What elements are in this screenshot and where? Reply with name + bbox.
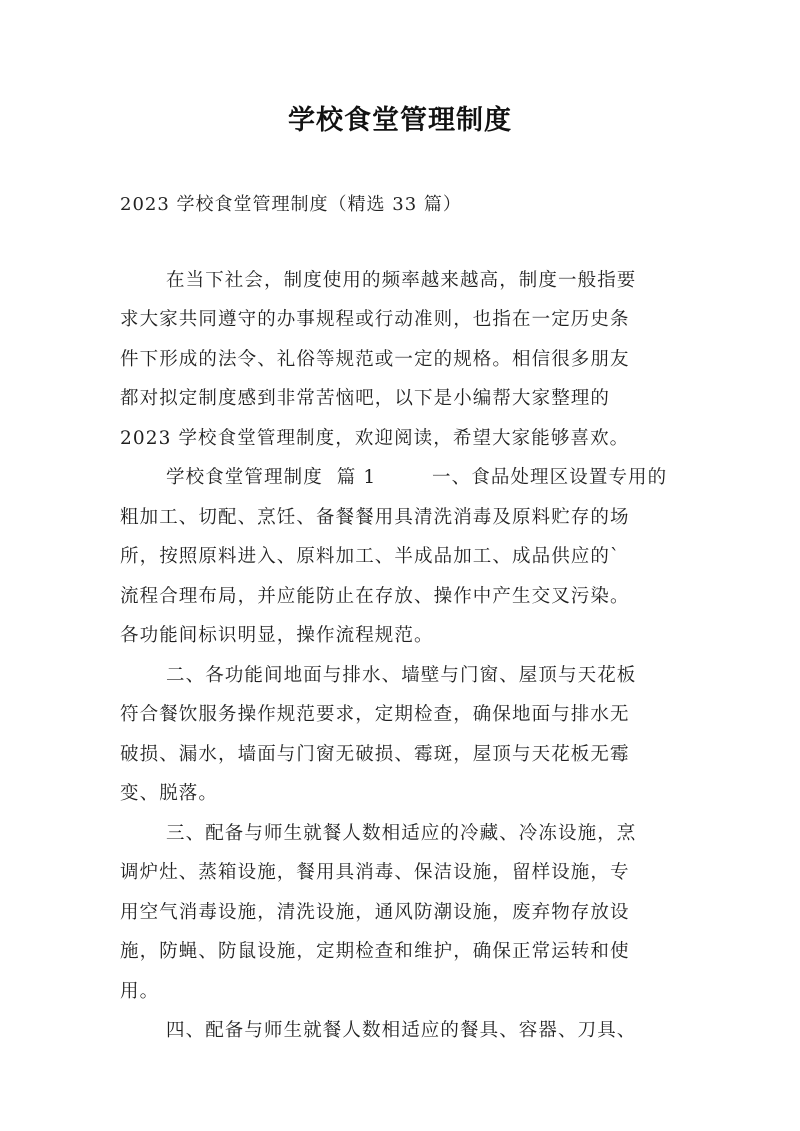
- text-line: 二、各功能间地面与排水、墙壁与门窗、屋顶与天花板: [166, 665, 637, 686]
- text-line: 粗加工、切配、烹饪、备餐餐用具清洗消毒及原料贮存的场: [120, 507, 630, 528]
- text-line: 四、配备与师生就餐人数相适应的餐具、容器、刀具、: [166, 1020, 637, 1041]
- text-line: 各功能间标识明显，操作流程规范。: [120, 625, 434, 646]
- text-line: 三、配备与师生就餐人数相适应的冷藏、冷冻设施，烹: [166, 823, 637, 844]
- text-line: 施，防蝇、防鼠设施，定期检查和维护，确保正常运转和使: [120, 941, 630, 962]
- document-title: 学校食堂管理制度: [288, 105, 512, 136]
- text-line: 用空气消毒设施，清洗设施，通风防潮设施，废弃物存放设: [120, 902, 630, 923]
- text-line: 调炉灶、蒸箱设施，餐用具消毒、保洁设施，留样设施，专: [120, 862, 630, 883]
- text-line: 在当下社会，制度使用的频率越来越高，制度一般指要: [166, 270, 637, 291]
- text-line: 所，按照原料进入、原料加工、半成品加工、成品供应的`: [120, 546, 621, 567]
- text-line: 件下形成的法令、礼俗等规范或一定的规格。相信很多朋友: [120, 349, 630, 370]
- text-line: 都对拟定制度感到非常苦恼吧，以下是小编帮大家整理的: [120, 388, 611, 409]
- text-line: 学校食堂管理制度 篇 1 一、食品处理区设置专用的: [166, 467, 668, 488]
- document-subtitle: 2023 学校食堂管理制度（精选 33 篇）: [120, 194, 462, 215]
- text-line: 流程合理布局，并应能防止在存放、操作中产生交叉污染。: [120, 586, 630, 607]
- text-line: 破损、漏水，墙面与门窗无破损、霉斑，屋顶与天花板无霉: [120, 744, 630, 765]
- text-line: 用。: [120, 981, 160, 1002]
- text-line: 2023 学校食堂管理制度，欢迎阅读，希望大家能够喜欢。: [120, 428, 630, 449]
- text-line: 变、脱落。: [120, 783, 219, 804]
- text-line: 求大家共同遵守的办事规程或行动准则，也指在一定历史条: [120, 309, 630, 330]
- text-line: 符合餐饮服务操作规范要求，定期检查，确保地面与排水无: [120, 704, 630, 725]
